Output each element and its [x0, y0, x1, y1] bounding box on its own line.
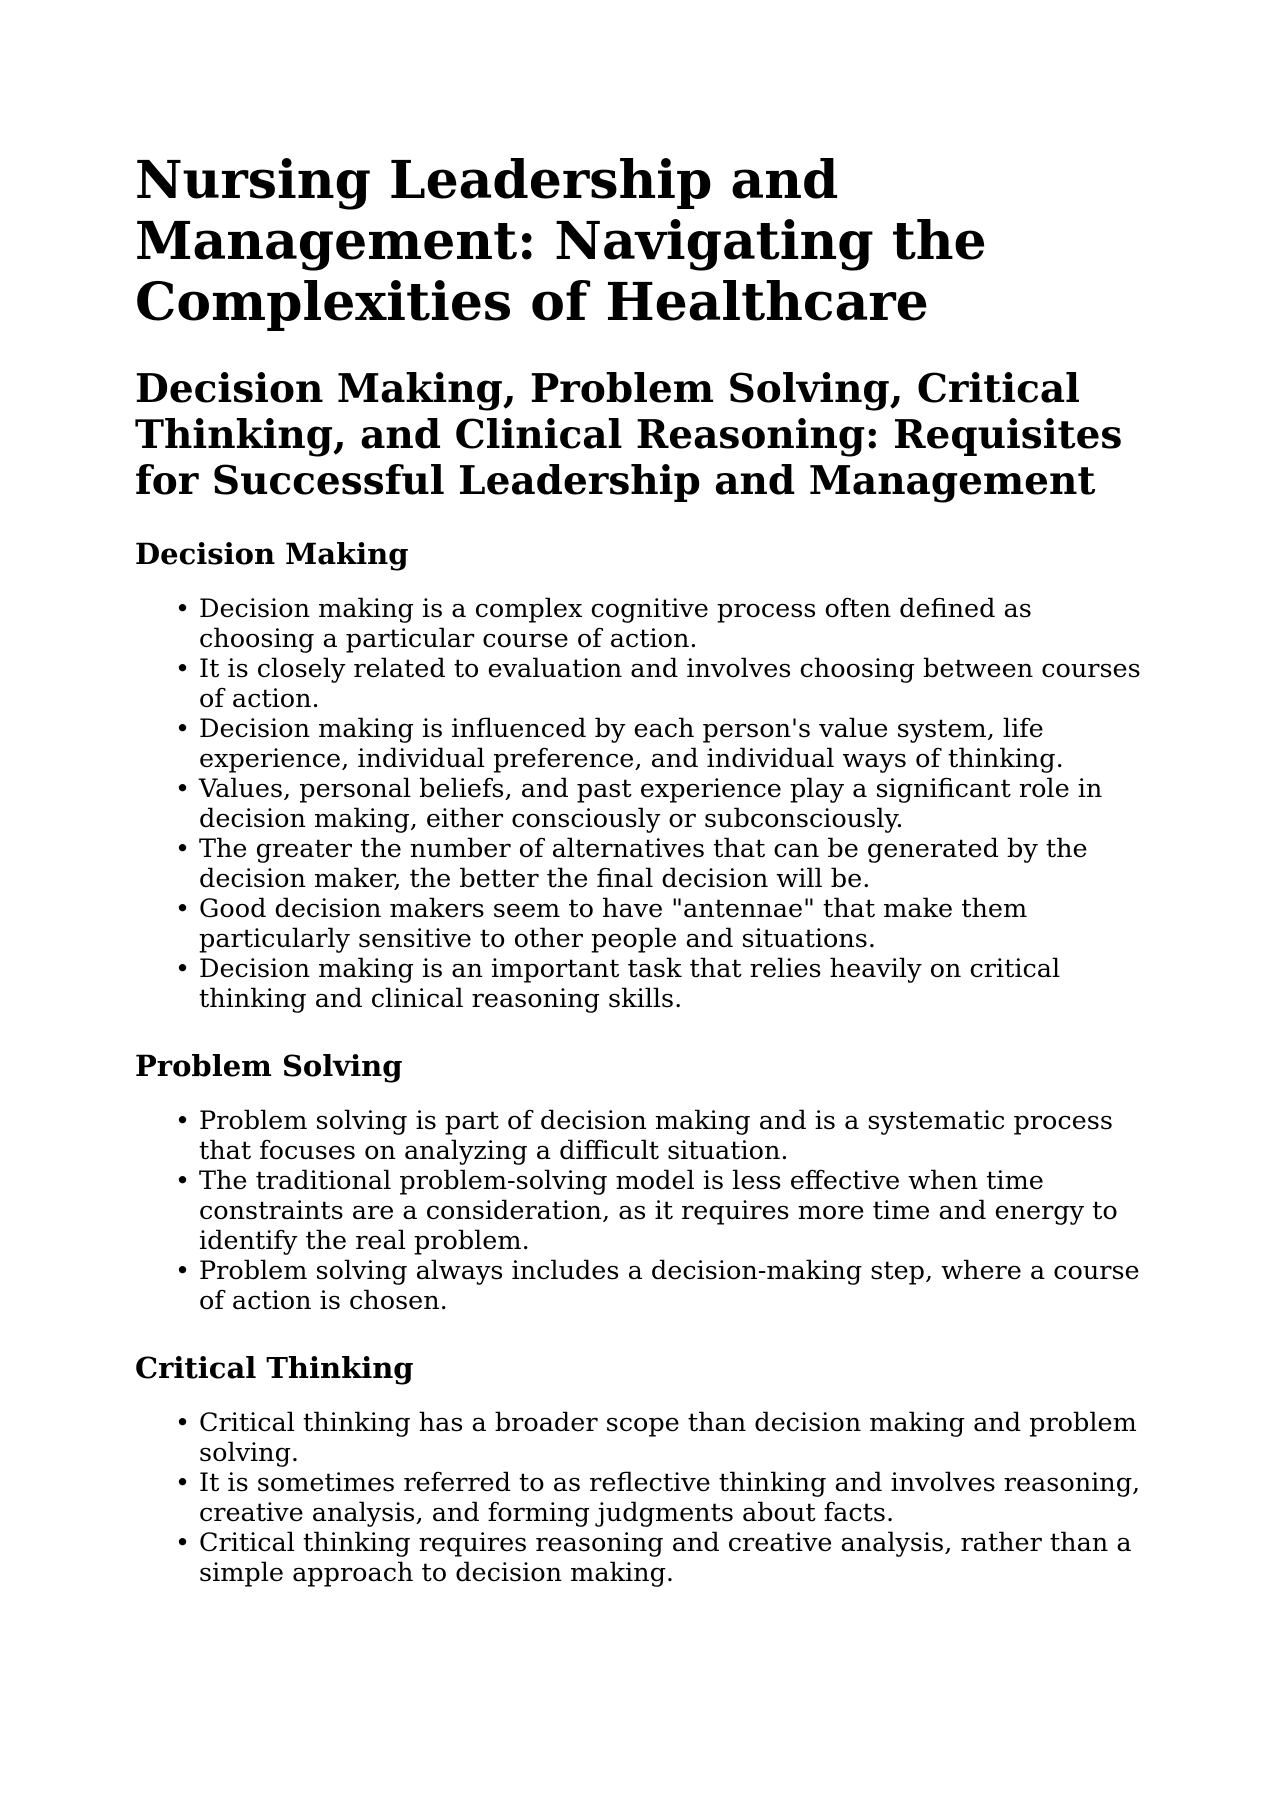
list-item	[175, 1528, 1155, 1588]
document-page	[135, 150, 1155, 1620]
list-item-text: Critical thinking requires reasoning and creative analysis, rather than a simple approach to decision making.	[199, 1528, 1132, 1588]
list-item	[175, 774, 1155, 834]
list-item	[175, 954, 1155, 1014]
document-title: Nursing Leadership and Management: Navigating the Complexities of Healthcare	[135, 150, 987, 333]
bullet-icon: •	[175, 1106, 191, 1136]
bullet-list	[135, 1106, 1155, 1316]
list-item	[175, 1468, 1155, 1528]
bullet-icon: •	[175, 774, 191, 804]
bullet-icon: •	[175, 1468, 191, 1498]
bullet-list	[135, 594, 1155, 1014]
list-item	[175, 654, 1155, 714]
list-item-text: Problem solving always includes a decision-making step, where a course of action is chosen.	[199, 1256, 1140, 1316]
bullet-icon: •	[175, 714, 191, 744]
list-item-text: Values, personal beliefs, and past experience play a significant role in decision making, either consciously or subconsciously.	[199, 774, 1103, 834]
list-item-text: Critical thinking has a broader scope than decision making and problem solving.	[199, 1408, 1137, 1468]
list-item	[175, 834, 1155, 894]
document-subtitle: Decision Making, Problem Solving, Critical Thinking, and Clinical Reasoning: Requisites for Successful Leadership and Management	[135, 366, 1123, 504]
section-heading: Problem Solving	[135, 1049, 403, 1083]
bullet-list	[135, 1408, 1155, 1588]
section-heading: Decision Making	[135, 537, 409, 571]
list-item-text: It is closely related to evaluation and involves choosing between courses of action.	[199, 654, 1141, 714]
list-item	[175, 1106, 1155, 1166]
bullet-icon: •	[175, 1408, 191, 1438]
bullet-icon: •	[175, 1256, 191, 1286]
bullet-icon: •	[175, 894, 191, 924]
list-item	[175, 1256, 1155, 1316]
list-item-text: It is sometimes referred to as reflective thinking and involves reasoning, creative analysis, and forming judgments about facts.	[199, 1468, 1141, 1528]
section-heading: Critical Thinking	[135, 1351, 414, 1385]
bullet-icon: •	[175, 834, 191, 864]
list-item	[175, 714, 1155, 774]
list-item-text: The traditional problem-solving model is less effective when time constraints are a consideration, as it requires more time and energy to identify the real problem.	[199, 1166, 1118, 1256]
bullet-icon: •	[175, 1528, 191, 1558]
bullet-icon: •	[175, 1166, 191, 1196]
list-item	[175, 594, 1155, 654]
list-item	[175, 1408, 1155, 1468]
list-item-text: The greater the number of alternatives that can be generated by the decision maker, the better the final decision will be.	[199, 834, 1088, 894]
bullet-icon: •	[175, 654, 191, 684]
bullet-icon: •	[175, 954, 191, 984]
bullet-icon: •	[175, 594, 191, 624]
list-item	[175, 894, 1155, 954]
list-item-text: Decision making is influenced by each person's value system, life experience, individual preference, and individual ways of thinking.	[199, 714, 1064, 774]
list-item-text: Decision making is a complex cognitive process often defined as choosing a particular course of action.	[199, 594, 1032, 654]
section-problem-solving	[135, 1046, 1155, 1316]
section-decision-making	[135, 534, 1155, 1014]
list-item-text: Good decision makers seem to have "antennae" that make them particularly sensitive to other people and situations.	[199, 894, 1028, 954]
section-critical-thinking	[135, 1348, 1155, 1588]
list-item-text: Decision making is an important task that relies heavily on critical thinking and clinical reasoning skills.	[199, 954, 1061, 1014]
list-item	[175, 1166, 1155, 1256]
list-item-text: Problem solving is part of decision making and is a systematic process that focuses on analyzing a difficult situation.	[199, 1106, 1113, 1166]
